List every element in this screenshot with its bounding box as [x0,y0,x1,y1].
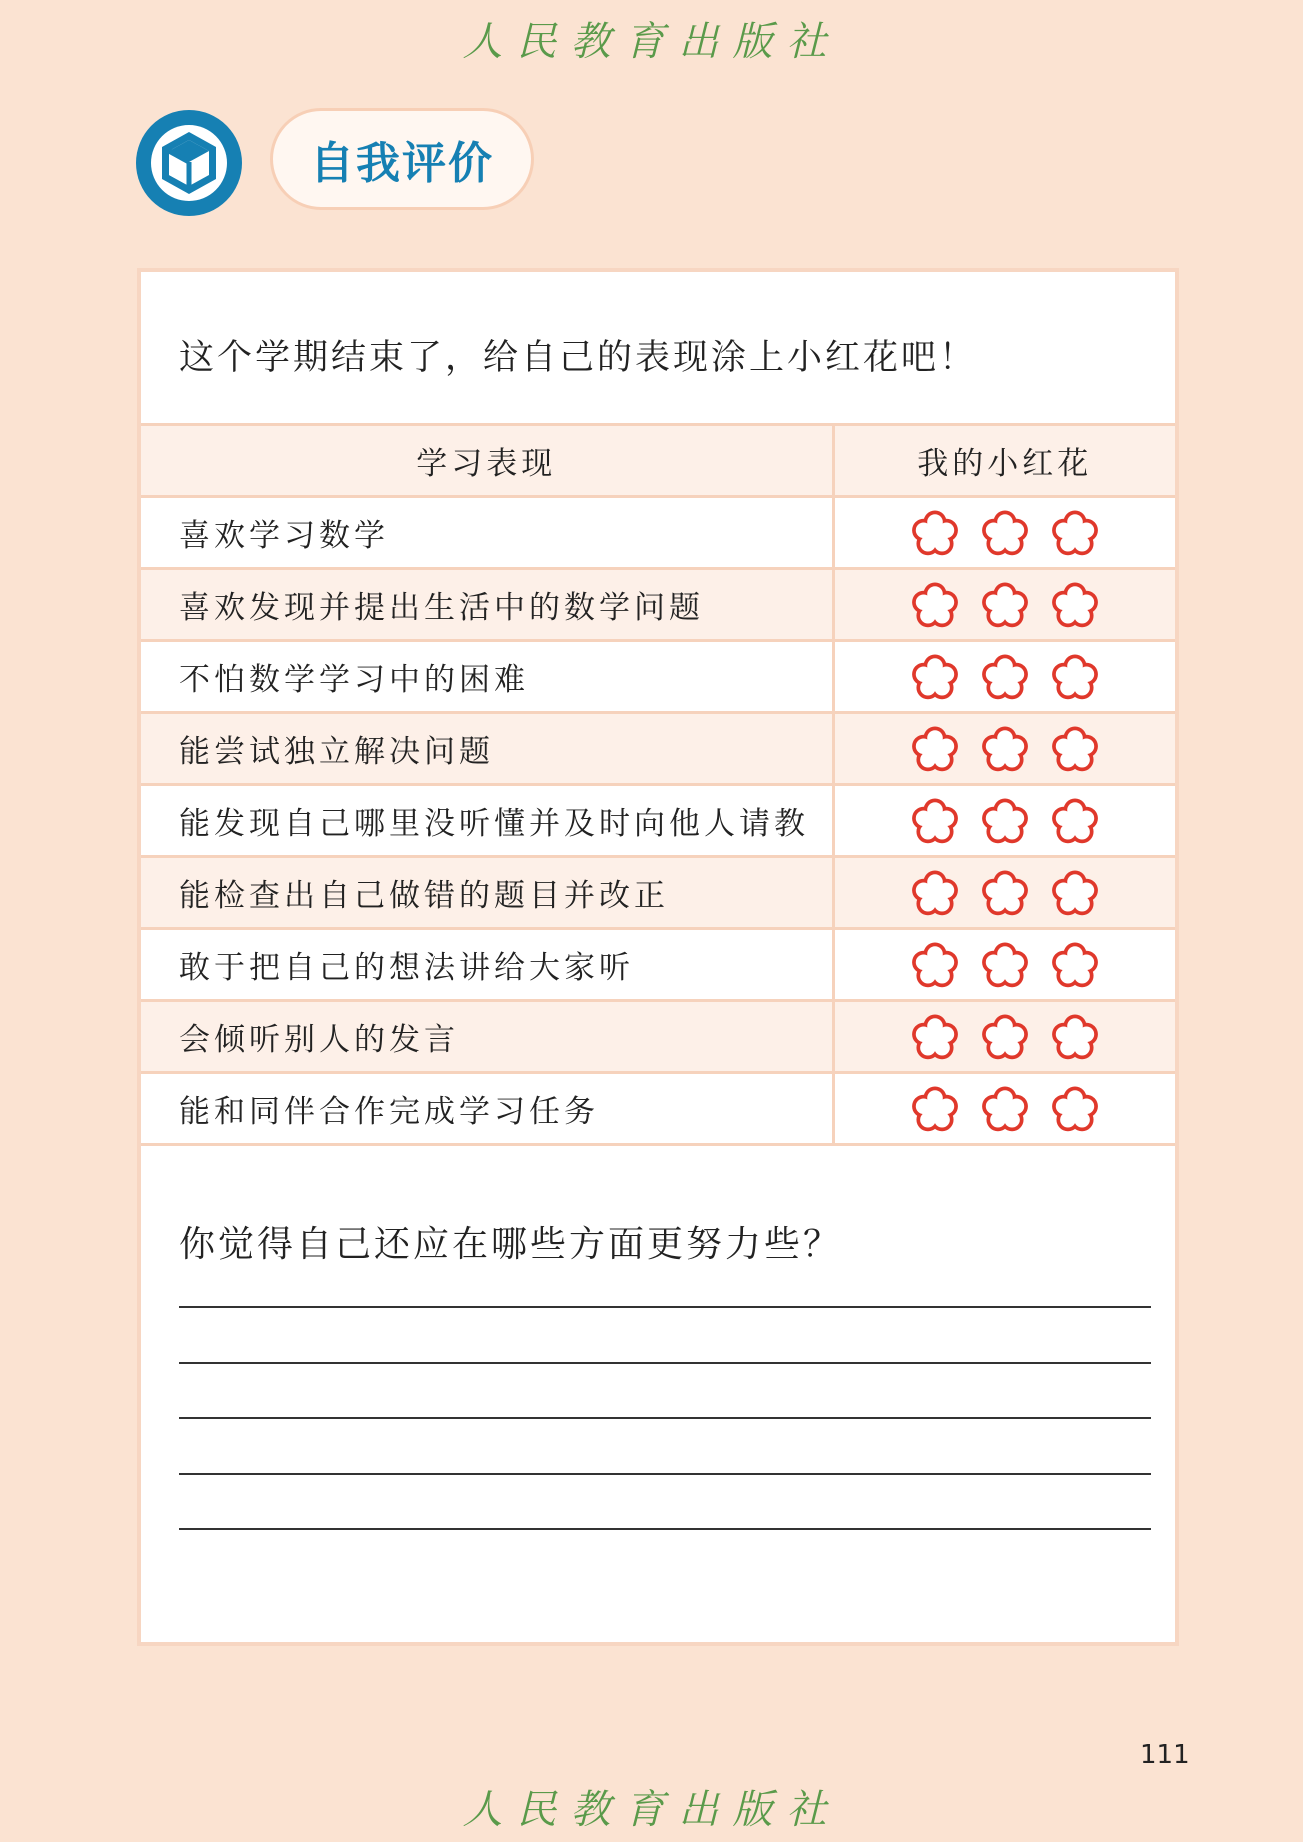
flower-outline-icon[interactable] [907,1009,963,1065]
performance-item: 能发现自己哪里没听懂并及时向他人请教 [141,785,833,857]
flower-cell [833,569,1175,641]
table-row [141,497,1175,569]
performance-item: 能和同伴合作完成学习任务 [141,1073,833,1145]
table-row [141,929,1175,1001]
answer-line[interactable] [179,1528,1151,1530]
flower-outline-icon[interactable] [907,793,963,849]
cube-icon [136,110,242,216]
flower-cell [833,929,1175,1001]
reflection-question: 你觉得自己还应在哪些方面更努力些？ [179,1224,843,1265]
publisher-watermark-top: 人民教育出版社 [462,19,841,65]
flower-outline-icon[interactable] [1047,865,1103,921]
table-row [141,1001,1175,1073]
flower-outline-icon[interactable] [907,721,963,777]
flower-outline-icon[interactable] [977,577,1033,633]
performance-item: 能尝试独立解决问题 [141,713,833,785]
header-performance: 学习表现 [141,425,833,497]
flower-outline-icon[interactable] [907,865,963,921]
flower-outline-icon[interactable] [1047,1081,1103,1137]
table-row [141,1073,1175,1145]
self-evaluation-card [137,268,1179,1646]
flower-outline-icon[interactable] [977,793,1033,849]
flower-cell [833,641,1175,713]
flower-outline-icon[interactable] [907,649,963,705]
performance-item: 不怕数学学习中的困难 [141,641,833,713]
flower-outline-icon[interactable] [977,937,1033,993]
flower-outline-icon[interactable] [1047,937,1103,993]
performance-item: 喜欢学习数学 [141,497,833,569]
flower-outline-icon[interactable] [1047,793,1103,849]
flower-outline-icon[interactable] [1047,505,1103,561]
evaluation-table [141,423,1175,1146]
flower-outline-icon[interactable] [977,1081,1033,1137]
answer-line[interactable] [179,1306,1151,1308]
answer-line[interactable] [179,1417,1151,1419]
flower-cell [833,857,1175,929]
performance-item: 喜欢发现并提出生活中的数学问题 [141,569,833,641]
answer-line[interactable] [179,1473,1151,1475]
table-row [141,641,1175,713]
performance-item: 敢于把自己的想法讲给大家听 [141,929,833,1001]
flower-outline-icon[interactable] [907,1081,963,1137]
flower-outline-icon[interactable] [977,649,1033,705]
flower-outline-icon[interactable] [1047,649,1103,705]
flower-outline-icon[interactable] [1047,1009,1103,1065]
table-row [141,857,1175,929]
flower-outline-icon[interactable] [907,505,963,561]
performance-item: 会倾听别人的发言 [141,1001,833,1073]
intro-text: 这个学期结束了，给自己的表现涂上小红花吧！ [179,338,978,378]
page-number: 111 [1140,1740,1190,1770]
flower-cell [833,1001,1175,1073]
flower-outline-icon[interactable] [1047,721,1103,777]
performance-item: 能检查出自己做错的题目并改正 [141,857,833,929]
flower-outline-icon[interactable] [977,1009,1033,1065]
flower-outline-icon[interactable] [977,721,1033,777]
header-flowers: 我的小红花 [833,425,1175,497]
table-row [141,785,1175,857]
flower-cell [833,1073,1175,1145]
flower-cell [833,497,1175,569]
flower-outline-icon[interactable] [1047,577,1103,633]
table-row [141,713,1175,785]
section-title-text: 自我评价 [310,138,494,189]
flower-cell [833,785,1175,857]
flower-outline-icon[interactable] [907,577,963,633]
flower-outline-icon[interactable] [977,505,1033,561]
publisher-watermark-bottom: 人民教育出版社 [462,1787,841,1833]
table-row [141,569,1175,641]
section-title [270,108,534,210]
flower-cell [833,713,1175,785]
flower-outline-icon[interactable] [907,937,963,993]
flower-outline-icon[interactable] [977,865,1033,921]
answer-line[interactable] [179,1362,1151,1364]
